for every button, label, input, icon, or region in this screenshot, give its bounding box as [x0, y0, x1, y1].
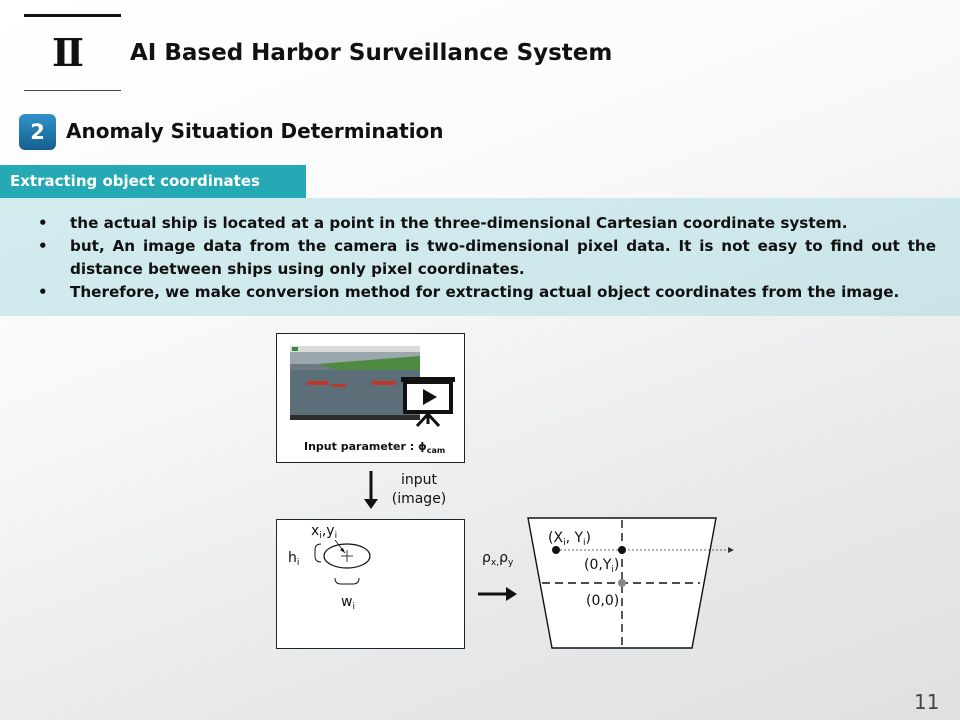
header-rule-top: [24, 14, 121, 17]
header-rule-bottom: [24, 90, 121, 91]
slide-title: AI Based Harbor Surveillance System: [130, 40, 613, 66]
ship-mark: [307, 381, 329, 385]
right-arrow-head: [506, 587, 517, 601]
projection-arrow-head: [728, 547, 734, 553]
point-object-label: ($X_i$, $Y_i$): [548, 530, 592, 548]
video-water: [290, 370, 420, 415]
height-brace: [315, 544, 321, 562]
bbox-height-label: $h_i$: [288, 550, 300, 568]
video-controls: [290, 415, 420, 420]
down-arrow-head: [364, 499, 378, 509]
topic-label: Extracting object coordinates: [0, 165, 306, 198]
video-titlebar: [290, 346, 420, 352]
camera-image-box: [276, 333, 465, 463]
video-app-icon: [292, 347, 298, 351]
pixel-coordinate-figure: [277, 520, 464, 648]
page-number: 11: [914, 690, 940, 714]
input-arrow-area: [355, 465, 465, 515]
section-numeral: Ⅱ: [52, 30, 85, 75]
pixel-coordinate-box: [276, 519, 465, 649]
point-axis-label: $(0,Y_i)$: [584, 557, 620, 575]
ship-mark: [332, 384, 346, 387]
point-axis-projection: [618, 546, 626, 554]
subsection-title: Anomaly Situation Determination: [66, 119, 444, 143]
rho-label: $\rho_{x,}\rho_y$: [482, 550, 514, 568]
input-arrow-label-line2: (image): [391, 491, 447, 507]
subsection-number-badge: 2: [19, 114, 56, 150]
bullet-item: • Therefore, we make conversion method for extracting actual object coordinates from the image.: [38, 281, 936, 304]
bbox-center-label: $x_i,y_i$: [311, 523, 338, 541]
input-arrow-label-line1: input: [400, 472, 438, 488]
point-origin-label: (0,0): [586, 593, 620, 609]
bbox-width-label: $w_i$: [341, 594, 355, 612]
point-object: [552, 546, 560, 554]
camera-image-figure: [277, 334, 464, 462]
bullet-list: [38, 212, 936, 304]
width-brace: [335, 578, 359, 584]
bullet-item: • but, An image data from the camera is two-dimensional pixel data. It is not easy to find out the distance between ships using only pixel coordinates.: [38, 235, 936, 281]
point-origin: [618, 579, 626, 587]
center-pointer-head: [340, 548, 345, 553]
ship-mark: [372, 381, 396, 385]
bullet-item: • the actual ship is located at a point in the three-dimensional Cartesian coordinate system.: [38, 212, 936, 235]
input-parameter-label: Input parameter : $\phi_{cam}$: [304, 440, 446, 455]
world-coordinate-figure: [520, 512, 750, 654]
